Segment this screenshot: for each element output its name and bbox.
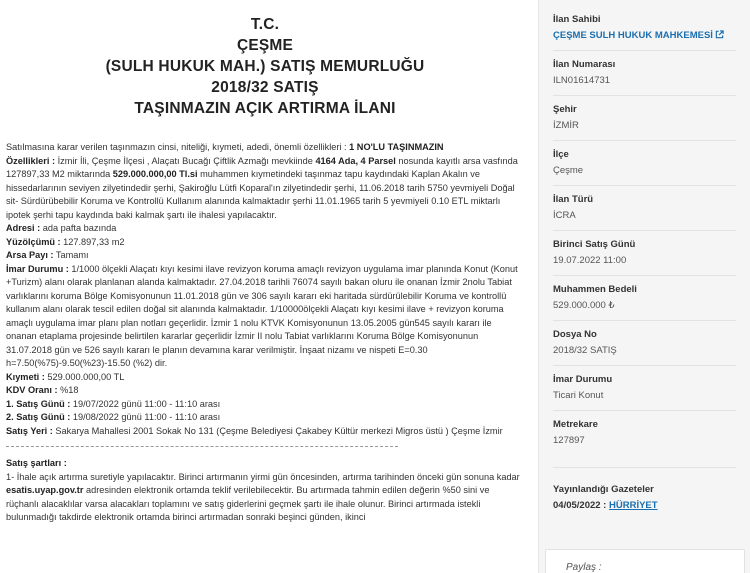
metrekare-label: Metrekare [553,419,598,430]
ozellik-text-3: muhammen kıymetindeki taşınmaz tapu kaydındaki Kaplan Akalın ve hissedarlarının seviyen zilyetindedir şerhi, Şakiroğlu Lütfi Koparal'ın zilyetindedir şerhi, 11.06.2018 tarih 5750 yevmiyeli Doğal sit- Sürdürübebilir Koruma ve Kontrollü Kullanım alanında kalmaktadır şerhi 11.01.1965 tarih 5 yevmiyeli 0.10 ETL miktarlı ipotek şerhi tapu kaydında baki kalmak şartı ile ihalesi yapılacaktır. [6,169,515,220]
ozellik-label: Özellikleri : [6,155,56,166]
divider [553,140,736,141]
imar-value: 1/1000 ölçekli Alaçatı kıyı kesimi ilave revizyon koruma amaçlı revizyon uygulama imar planında Konut (Konut +Turizm) alanı olarak planlanan alanda kalmaktadır. 27.04.2018 tarihli 76074 sayılı bakan oluru ile onanan İzmir 2nolu Tabiat varlıklarını koruma Bölge Komisyonunun 11.01.2018 gün ve 306 sayılı kararı eki haritada sürdürülebilir Koruma ve kontrollü kullanım alanı olarak tescil edilen doğal sit alanında kalmaktadır. 1/10000ölçekli Alaçatı kıyı kesimi ilave + revizyon koruma amaçlı uygulama imar planı plan notları geçerlidir. İzmir 1 nolu KTVK Komisyonunun 13.05.2005 gün545 sayılı kararı ile onanan etaplama projesinde belirtilen kararlar geçerlidir İzmir II nolu Tabiat varlıklarını Koruma Bölge Komisyonunun 31.07.2018 gün ve 526 sayılı kararı le planın devamına karar verilmiştir. İnşaat nizamı ve nispeti E=0.30 h=7.50(%75)-9.50(%23)-15.50 (%2) dir. [6,263,518,368]
ilan-numarasi [539,59,750,87]
sartlar-heading [6,457,524,471]
ilan-title [6,14,524,119]
title-line-office: (SULH HUKUK MAH.) SATIŞ MEMURLUĞU [105,58,425,75]
divider [553,95,736,96]
ilan-sahibi-link[interactable] [553,29,736,42]
satis1-row [6,398,524,412]
metrekare [539,419,750,447]
gazete-label: Yayınlandığı Gazeteler [553,484,654,495]
dosya-label: Dosya No [553,329,597,340]
sehir-value: İZMİR [553,120,579,131]
divider [553,275,736,276]
title-line-heading: TAŞINMAZIN AÇIK ARTIRMA İLANI [134,100,396,117]
arsa-payi-label: Arsa Payı : [6,250,54,260]
ilce-value: Çeşme [553,165,584,176]
satis1-value: 19/07/2022 günü 11:00 - 11:10 arası [70,398,221,409]
satis1-label: 1. Satış Günü : [6,398,71,409]
satis2-row [6,411,524,425]
imar-durumu [539,374,750,402]
ozellik-ada: 4164 Ada, 4 Parsel [315,155,396,166]
share-box [545,549,745,573]
sartlar-text-1: 1- İhale açık artırma suretiyle yapılacaktır. Birinci artırmanın yirmi gün öncesinden, artırma tarihinden önceki gün sonuna kadar [6,471,520,482]
yuzolcum-row [6,236,524,250]
yayinlandigi-gazeteler [539,484,750,512]
gazete-link[interactable]: HÜRRİYET [609,500,658,511]
yuzolcum-value: 127.897,33 m2 [60,236,125,247]
kdv-row [6,384,524,398]
divider [553,230,736,231]
gazete-date: 04/05/2022 : [553,500,607,511]
sartlar-label: Satış şartları : [6,458,67,468]
divider [553,365,736,366]
muhammen-label: Muhammen Bedeli [553,284,637,295]
gazete-row [553,499,736,512]
satis-yeri-value: Sakarya Mahallesi 2001 Sokak No 131 (Çeşme Belediyesi Çakabey Kültür merkezi Migros üstü ) Çeşme İzmir [52,425,503,436]
ozellik-text-2: nosunda kayıtlı arsa vasfında 127897,33 M2 miktarında [6,155,518,179]
title-line-city: ÇEŞME [236,37,294,54]
ilan-sahibi-value[interactable]: ÇEŞME SULH HUKUK MAHKEMESİ [553,30,713,41]
kiymeti-value: 529.000.000,00 TL [44,371,125,382]
imar-durumu-value: Ticari Konut [553,390,604,401]
imar-row [6,263,524,371]
kiymeti-row [6,371,524,385]
intro-bold: 1 NO'LU TAŞINMAZIN [349,142,444,152]
imar-durumu-label: İmar Durumu [553,374,613,385]
ilce [539,149,750,177]
muhammen-bedeli [539,284,750,312]
imar-label: İmar Durumu : [6,263,69,274]
ilan-turu-value: İCRA [553,210,576,221]
dosya-no [539,329,750,357]
share-label: Paylaş : [566,562,602,573]
birinci-satis-label: Birinci Satış Günü [553,239,636,250]
ilan-body [6,141,524,525]
yuzolcum-label: Yüzölçümü : [6,236,61,247]
ilan-numarasi-value: ILN01614731 [553,75,611,86]
metrekare-value: 127897 [553,435,585,446]
ozellik-text-1: İzmir İli, Çeşme İlçesi , Alaçatı Bucağı Çiftlik Azmağı mevkiinde [55,155,316,166]
arsa-payi-row [6,249,524,263]
ilce-label: İlçe [553,149,569,160]
ilan-sahibi-label: İlan Sahibi [553,14,601,25]
divider [553,467,736,468]
ilan-turu [539,194,750,222]
birinci-satis-gunu [539,239,750,267]
divider [553,320,736,321]
kiymeti-label: Kıymeti : [6,371,45,382]
ilan-details-sidebar [538,0,750,573]
section-divider [6,446,398,447]
ilan-sahibi [539,14,750,42]
sehir-label: Şehir [553,104,577,115]
dosya-value: 2018/32 SATIŞ [553,345,617,356]
adres-label: Adresi : [6,223,41,233]
ilan-numarasi-label: İlan Numarası [553,59,616,70]
kdv-value: %18 [57,385,79,395]
sartlar-text-2: adresinden elektronik ortamda teklif verilebilecektir. Bu artırmada tahmin edilen değerin %50 sini ve rüçhanlı alacaklılar varsa alacakları toplamını ve satış giderlerini geçmek şartı ile ihale olunur. Birinci artırmada istekli bulunmadığı takdirde elektronik ortamda birinci artırmadan sonraki beşinci günden, ikinci [6,485,490,522]
muhammen-value: 529.000.000 ₺ [553,300,615,311]
divider [553,50,736,51]
adres-row [6,222,524,236]
kdv-label: KDV Oranı : [6,385,58,395]
sartlar-text [6,471,524,525]
satis-yeri-label: Satış Yeri : [6,425,53,436]
divider [553,185,736,186]
intro-text: Satılmasına karar verilen taşınmazın cinsi, niteliği, kıymeti, adedi, önemli özellikleri : [6,142,350,152]
external-link-icon[interactable] [715,30,724,39]
satis2-value: 19/08/2022 günü 11:00 - 11:10 arası [70,412,221,422]
title-line-tc: T.C. [250,16,280,33]
ilan-turu-label: İlan Türü [553,194,594,205]
sehir [539,104,750,132]
property-description [6,141,524,222]
birinci-satis-value: 19.07.2022 11:00 [553,255,627,266]
divider [553,410,736,411]
esatis-site: esatis.uyap.gov.tr [6,485,84,495]
adres-value: ada pafta bazında [40,223,117,233]
satis2-label: 2. Satış Günü : [6,412,71,422]
satis-yeri-row [6,425,524,439]
title-line-case: 2018/32 SATIŞ [211,79,319,96]
arsa-payi-value: Tamamı [53,250,89,260]
ozellik-bedel: 529.000.000,00 Tl.si [112,169,198,179]
